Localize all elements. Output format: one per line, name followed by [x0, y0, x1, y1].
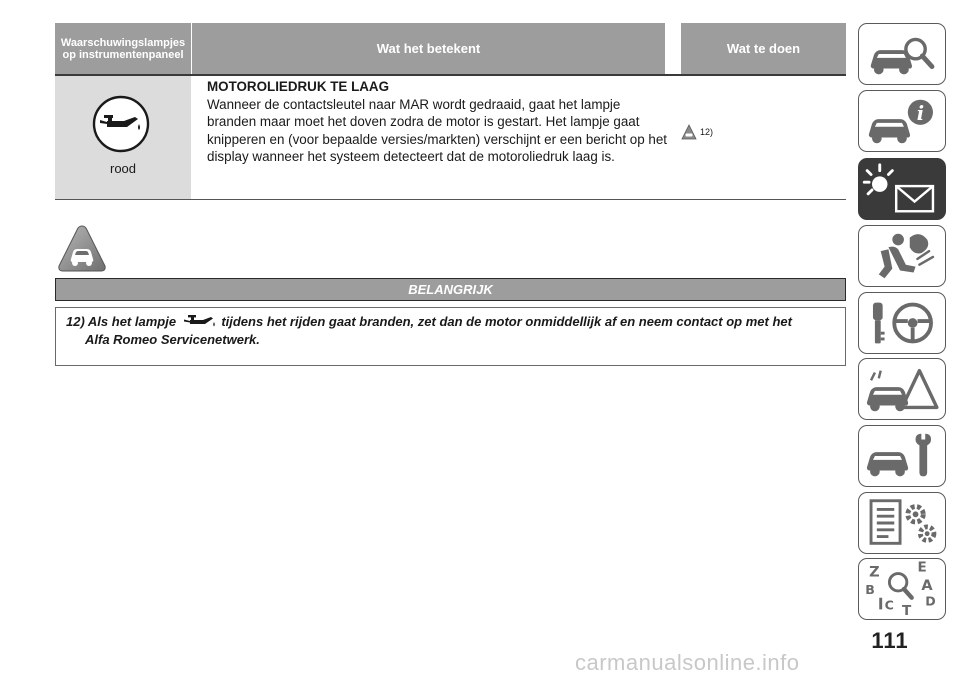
svg-text:D: D — [925, 593, 936, 609]
tab-maintenance[interactable] — [858, 425, 946, 487]
header-warning-lights: Waarschuwingslampjes op instrumentenpaneel — [55, 23, 191, 74]
svg-text:E: E — [917, 559, 927, 576]
row-title: MOTOROLIEDRUK TE LAAG — [207, 79, 390, 94]
note-prefix: 12) Als het lampje — [66, 314, 177, 329]
airbag-person-icon — [859, 226, 945, 286]
tab-safety[interactable] — [858, 225, 946, 287]
warning-triangle-small-icon — [681, 124, 697, 140]
watermark: carmanualsonline.info — [575, 650, 800, 675]
tab-warning-lights[interactable] — [858, 158, 946, 220]
important-note — [55, 307, 846, 366]
header-meaning: Wat het betekent — [192, 23, 665, 74]
tab-emergency[interactable] — [858, 358, 946, 420]
svg-text:A: A — [921, 577, 933, 594]
svg-text:i: i — [916, 102, 925, 126]
oil-pressure-inline-icon — [182, 313, 216, 329]
meaning-cell — [207, 78, 667, 166]
warning-light-message-icon — [859, 159, 945, 219]
tab-knowing-car[interactable] — [858, 23, 946, 85]
important-heading: BELANGRIJK — [55, 278, 846, 301]
row-description: Wanneer de contactsleutel naar MAR wordt gedraaid, gaat het lampje branden maar moet het doven zodra de motor is gestart. Het lampje gaat knipperen en (voor bepaalde versies/markten) verschijnt er een bericht op het display wanneer het systeem detecteert dat de motoroliedruk laag is. — [207, 96, 667, 164]
car-warning-triangle-icon — [56, 223, 108, 275]
action-cell — [681, 124, 713, 140]
tab-index[interactable] — [858, 558, 946, 620]
oil-pressure-icon — [91, 94, 151, 154]
table-header — [55, 23, 846, 74]
svg-text:Z: Z — [869, 564, 880, 581]
note-line2: Alfa Romeo Servicenetwerk. — [85, 332, 260, 347]
tab-starting-driving[interactable] — [858, 292, 946, 354]
car-search-icon — [859, 24, 945, 84]
svg-text:C: C — [884, 597, 894, 613]
warning-light-table — [55, 23, 846, 176]
tab-car-info[interactable] — [858, 90, 946, 152]
car-info-icon — [859, 91, 945, 151]
car-emergency-icon — [859, 359, 945, 419]
car-maintenance-icon — [859, 426, 945, 486]
action-ref[interactable]: 12) — [700, 127, 714, 137]
index-icon — [859, 559, 945, 619]
svg-text:B: B — [865, 581, 875, 597]
note-suffix: tijdens het rijden gaat branden, zet dan de motor onmiddellijk af en neem contact op met het — [221, 314, 792, 329]
key-steering-wheel-icon — [859, 293, 945, 353]
lamp-color: rood — [109, 161, 137, 176]
tab-technical-data[interactable] — [858, 492, 946, 554]
row-divider — [55, 199, 846, 200]
table-row — [55, 76, 846, 199]
svg-text:T: T — [902, 603, 912, 619]
page-number: 111 — [871, 628, 909, 653]
header-action: Wat te doen — [681, 23, 846, 74]
technical-data-icon — [859, 493, 945, 553]
lamp-cell — [55, 76, 191, 199]
